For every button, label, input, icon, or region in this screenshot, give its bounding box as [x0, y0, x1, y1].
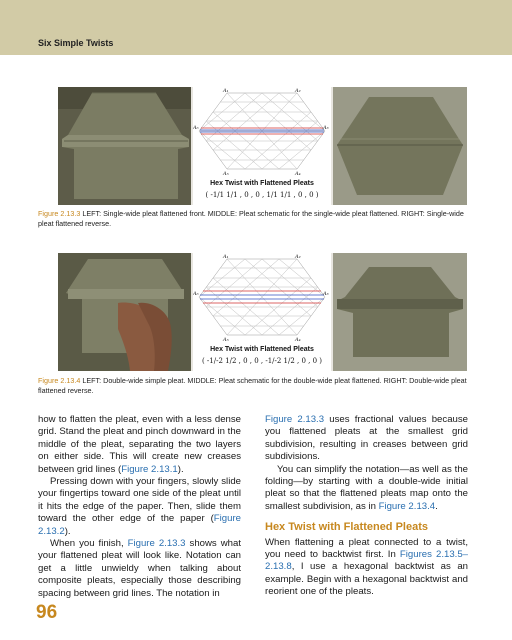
paragraph	[265, 464, 468, 514]
running-head: Six Simple Twists	[38, 38, 114, 48]
figure-link[interactable]: Figure 2.13.2	[38, 513, 241, 537]
svg-text:A₆: A₆	[193, 125, 199, 131]
text: .	[435, 500, 438, 512]
figure-2-13-3	[58, 87, 467, 205]
caption-label: Figure 2.13.3	[38, 209, 81, 218]
page-number: 96	[36, 602, 58, 623]
body-column-left	[38, 414, 241, 600]
text: shows what your flattened pleat will look like. Notation can get a little unwieldy when talking about composite pleats, especially those describing spacing between grid lines. The notation in	[38, 538, 241, 599]
paragraph	[265, 414, 468, 464]
text: uses fractional values because you flattened pleats at the smallest grid subdivision, resulting in creases between grid subdivisions.	[265, 414, 468, 463]
figure-2-13-4	[58, 253, 467, 371]
figure-link[interactable]: Figure 2.13.1	[121, 463, 178, 475]
paragraph	[38, 476, 241, 538]
svg-text:A₂: A₂	[295, 254, 301, 260]
caption-label: Figure 2.13.4	[38, 376, 81, 385]
svg-text:A₁: A₁	[223, 254, 229, 260]
text: ).	[64, 525, 71, 537]
photo-double-pleat-hands	[58, 253, 191, 371]
diagram-notation: ( -1/-2 1/2 , 0 , 0 , -1/-2 1/2 , 0 , 0 )	[201, 357, 323, 365]
svg-text:A₅: A₅	[223, 337, 229, 343]
pleat-schematic-single	[193, 87, 331, 205]
svg-text:A₅: A₅	[223, 171, 229, 177]
svg-text:A₄: A₄	[295, 171, 301, 177]
figure-link[interactable]: Figure 2.13.3	[127, 538, 186, 550]
text: , I use a hexagonal backtwist as an example. Begin with a hexagonal backtwist and reorient one of the pleats.	[265, 561, 468, 598]
photo-single-pleat-reverse	[333, 87, 467, 205]
diagram-title: Hex Twist with Flattened Pleats	[210, 180, 314, 187]
paragraph	[265, 537, 468, 599]
text: When you finish,	[50, 538, 128, 550]
figure-link[interactable]: Figures 2.13.5–2.13.8	[265, 549, 468, 573]
paragraph	[38, 414, 241, 476]
svg-text:A₁: A₁	[223, 88, 229, 94]
diagram-title: Hex Twist with Flattened Pleats	[210, 346, 314, 353]
text: You can simplify the notation—as well as the folding—by starting with a double-wide initial pleat so that the flattened pleats map onto the smallest subdivision, as in	[265, 463, 468, 512]
text: how to flatten the pleat, even with a less dense grid. Stand the pleat and pinch downward in the middle of the pleat, separating the two layers on either side. This will create new creases between grid lines (	[38, 414, 241, 475]
svg-text:A₂: A₂	[295, 88, 301, 94]
caption-figure-2-13-4	[38, 376, 478, 396]
caption-text: LEFT: Double-wide simple pleat. MIDDLE: Pleat schematic for the double-wide pleat flattened. RIGHT: Double-wide pleat flattened reverse.	[38, 376, 467, 395]
text: When flattening a pleat connected to a twist, you need to backtwist first. In	[265, 536, 468, 561]
photo-single-pleat-front	[58, 87, 191, 205]
body-column-right	[265, 414, 468, 599]
svg-text:A₃: A₃	[323, 291, 329, 297]
photo-double-pleat-reverse	[333, 253, 467, 371]
svg-text:A₄: A₄	[295, 337, 301, 343]
caption-figure-2-13-3	[38, 209, 478, 229]
pleat-schematic-double	[193, 253, 331, 371]
caption-text: LEFT: Single-wide pleat flattened front. MIDDLE: Pleat schematic for the single-wide pleat flattened. RIGHT: Single-wide pleat flattened reverse.	[38, 209, 464, 228]
text: Pressing down with your fingers, slowly slide your fingertips toward one side of the pleat until it hits the edge of the paper. Then, slide them toward the other edge of the paper (	[38, 476, 241, 525]
svg-text:A₃: A₃	[323, 125, 329, 131]
section-heading: Hex Twist with Flattened Pleats	[265, 521, 428, 534]
diagram-notation: ( -1/1 1/1 , 0 , 0 , 1/1 1/1 , 0 , 0 )	[205, 191, 319, 199]
paragraph	[38, 538, 241, 600]
text: ).	[177, 463, 184, 475]
figure-link[interactable]: Figure 2.13.3	[265, 414, 325, 425]
figure-link[interactable]: Figure 2.13.4	[378, 500, 436, 512]
svg-text:A₆: A₆	[193, 291, 199, 297]
